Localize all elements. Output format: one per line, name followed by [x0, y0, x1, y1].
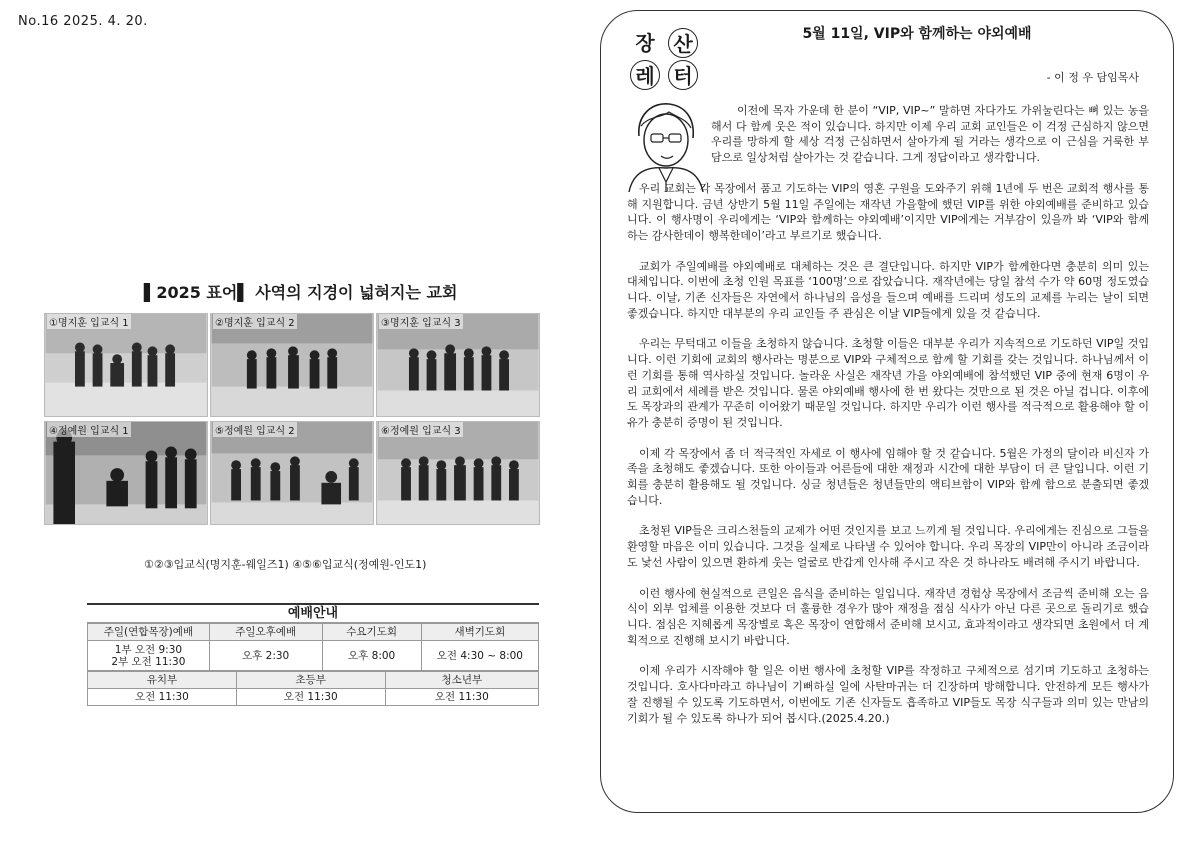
pastor-letter [600, 10, 1174, 813]
photo-4-image [45, 422, 207, 524]
photo-2-caption: ②명지훈 입교식 2 [213, 314, 297, 329]
photo-5-image [211, 422, 373, 524]
time-sunday-second: 2부 오전 11:30 [111, 655, 186, 668]
school-time-row [88, 689, 539, 706]
photo-1-caption: ①명지훈 입교식 1 [47, 314, 131, 329]
photo-6-caption: ⑥정예원 입교식 3 [379, 422, 463, 437]
photo-4 [44, 421, 208, 525]
motto-text: 사역의 지경이 넓혀지는 교회 [249, 283, 458, 302]
letter-body [627, 103, 1149, 741]
header-dawn: 새벽기도회 [421, 624, 538, 641]
letter-paragraph-8: 이제 우리가 시작해야 할 일은 이번 행사에 초청할 VIP를 작정하고 구체적으로 섬기며 기도하고 초청하는 것입니다. 호사다마라고 하나님이 기뻐하실 일에 사탄마귀는 더 긴장하며 방해합니다. 안전하게 모든 행사가 잘 진행될 수 있도록 기도하면서, 이번에도 기존 신자들도 흡족하고 VIP들도 목장 식구들과 의미 있는 만남의 기회가 될 수 있도록 하나가 되어 봅시다.(2025.4.20.) [627, 664, 1149, 725]
letter-paragraph-2: 우리 교회는 각 목장에서 품고 기도하는 VIP의 영혼 구원을 도와주기 위해 1년에 두 번은 교회적 행사를 통해 지원합니다. 금년 상반기 5월 11일 주일에는 재작년 가을할에 했던 VIP를 위한 야외예배를 준비하고 있습니다. 이 행사명이 우리에게는 ‘VIP와 함께하는 야외예배’이지만 VIP에게는 거부감이 있을까 봐 ‘VIP와 함께하는 감사한데이 행복한데이’라고 부르기로 했습니다. [627, 181, 1149, 242]
worship-header-row [88, 624, 539, 641]
letter-paragraph-7: 이런 행사에 현실적으로 큰일은 음식을 준비하는 일입니다. 재작년 경험상 목장에서 조금씩 준비해 오는 음식이 외부 업체를 이용한 것보다 더 훌륭한 경우가 많아 재정을 점심 식사가 아닌 다른 곳으로 돌리기로 했습니다. 점심은 지혜롭게 목장별로 혹은 목장이 연합해서 준비해 보시고, 효과적이라고 생각되면 초원에서 더 계획적으로 진행해 보시기 바랍니다. [627, 586, 1149, 647]
photo-2-image [211, 314, 373, 416]
issue-date: No.16 2025. 4. 20. [18, 14, 148, 29]
photo-5 [210, 421, 374, 525]
letter-author: - 이 정 우 담임목사 [1046, 71, 1139, 84]
photo-5-caption: ⑤정예원 입교식 2 [213, 422, 297, 437]
header-kindergarten: 유치부 [88, 672, 237, 689]
letter-paragraph-6: 초청된 VIP들은 크리스천들의 교제가 어떤 것인지를 보고 느끼게 될 것입니다. 우리에게는 진심으로 그들을 환영할 마음은 이미 있습니다. 그것을 실제로 나타낼 수 있어야 합니다. 우리 목장의 VIP만이 아니라 조금이라도 낯선 사람이 있으면 환하게 웃는 얼굴로 반갑게 인사해 주시고 작은 것 하나라도 배려해 주시기 바랍니다. [627, 524, 1149, 569]
photo-caption: ①②③입교식(명지훈-웨일즈1) ④⑤⑥입교식(정예원-인도1) [144, 558, 427, 571]
motto-year-label: 2025 표어 [156, 283, 238, 302]
header-elementary: 초등부 [236, 672, 385, 689]
time-wednesday: 오후 8:00 [322, 641, 421, 671]
motto-marker-right: ▌ [237, 283, 250, 302]
worship-time-row [88, 641, 539, 671]
time-sunday-afternoon: 오후 2:30 [209, 641, 322, 671]
worship-title: 예배안내 [87, 605, 539, 623]
worship-schedule [87, 603, 539, 706]
time-sunday-first: 1부 오전 9:30 [114, 643, 183, 656]
photo-4-caption: ④정예원 입교식 1 [47, 422, 131, 437]
letter-title: 5월 11일, VIP와 함께하는 야외예배 [802, 26, 1032, 42]
letter-paragraph-5: 이제 각 목장에서 좀 더 적극적인 자세로 이 행사에 임해야 할 것 같습니다. 5월은 가정의 달이라 비신자 가족을 초청해도 좋겠습니다. 또한 아이들과 어른들에 대한 재정과 시간에 대한 부담이 더 큰 달입니다. 이런 기회를 충분히 활용해도 될 것입니다. 싱글 청년들은 청년들만의 액티브함이 VIP와 함께 함으로 분출되면 좋겠습니다. [627, 446, 1149, 507]
time-elementary: 오전 11:30 [236, 689, 385, 706]
header-sunday-main: 주일(연합목장)예배 [88, 624, 210, 641]
header-sunday-afternoon: 주일오후예배 [209, 624, 322, 641]
badge-char-2: 산 [668, 28, 698, 58]
time-dawn: 오전 4:30 ~ 8:00 [421, 641, 538, 671]
year-motto [144, 280, 457, 303]
photo-6-image [377, 422, 539, 524]
time-youth: 오전 11:30 [385, 689, 538, 706]
school-header-row [88, 672, 539, 689]
photo-3-caption: ③명지훈 입교식 3 [379, 314, 463, 329]
badge-char-4: 터 [668, 60, 698, 90]
badge-char-3: 레 [630, 60, 660, 90]
header-wednesday: 수요기도회 [322, 624, 421, 641]
badge-char-1: 장 [635, 31, 655, 55]
time-sunday-main [88, 641, 210, 671]
letter-paragraph-3: 교회가 주일예배를 야외예배로 대체하는 것은 큰 결단입니다. 하지만 VIP가 함께한다면 충분히 의미 있는 대체입니다. 이번에 초청 인원 목표를 ‘100명’으로 잡았습니다. 재작년에는 당일 참석 수가 약 60명 정도였습니다. 이날, 기존 신자들은 자연에서 하나님의 음성을 들으며 예배를 드리며 성도의 교제를 누리는 날이 되면 좋겠습니다. 하지만 대부분의 우리 교인들 주 관심은 이날 VIP들에게 있을 것 같습니다. [627, 259, 1149, 320]
photo-6 [376, 421, 540, 525]
photo-2 [210, 313, 374, 417]
photo-1 [44, 313, 208, 417]
photo-1-image [45, 314, 207, 416]
worship-table-main [87, 623, 539, 671]
left-page [44, 0, 574, 848]
photo-3-image [377, 314, 539, 416]
letter-paragraph-4: 우리는 무턱대고 이들을 초청하지 않습니다. 초청할 이들은 대부분 우리가 지속적으로 기도하던 VIP일 것입니다. 이런 기회에 교회의 행사라는 명분으로 VIP와 구체적으로 함께 할 기회를 갖는 것입니다. 하나님께서 이런 기회를 통해 역사하실 것입니다. 놀라운 사실은 재작년 가을 야외예배에 참석했던 VIP 중에 현재 6명이 우리 교회에서 세례를 받은 것입니다. 물론 야외예배 행사에 한 번 왔다는 것만으로 된 것은 아닐 겁니다. 이후에도 목장과의 관계가 꾸준히 이어왔기 때문일 것입니다. 하지만 우리가 이런 행사를 적극적으로 활용해야 할 이유가 충분히 증명이 된 것입니다. [627, 337, 1149, 429]
motto-marker-left: ▌ [144, 283, 157, 302]
photo-3 [376, 313, 540, 417]
header-youth: 청소년부 [385, 672, 538, 689]
worship-table-school [87, 671, 539, 706]
time-kindergarten: 오전 11:30 [88, 689, 237, 706]
letter-paragraph-1: 이전에 목자 가운데 한 분이 “VIP, VIP~” 말하면 자다가도 가위눌린다는 뼈 있는 농을 해서 다 함께 웃은 적이 있습니다. 하지만 이제 우리 교회 교인들은 이 걱정 근심하지 않으면 우리를 망하게 할 세상 걱정 근심하면서 살아가게 될 거라는 생각으로 이 근심을 거룩한 부담으로 일상처럼 살아가는 것 같습니다. 그게 정답이라고 생각합니다. [711, 104, 1149, 165]
photo-grid [44, 313, 574, 529]
